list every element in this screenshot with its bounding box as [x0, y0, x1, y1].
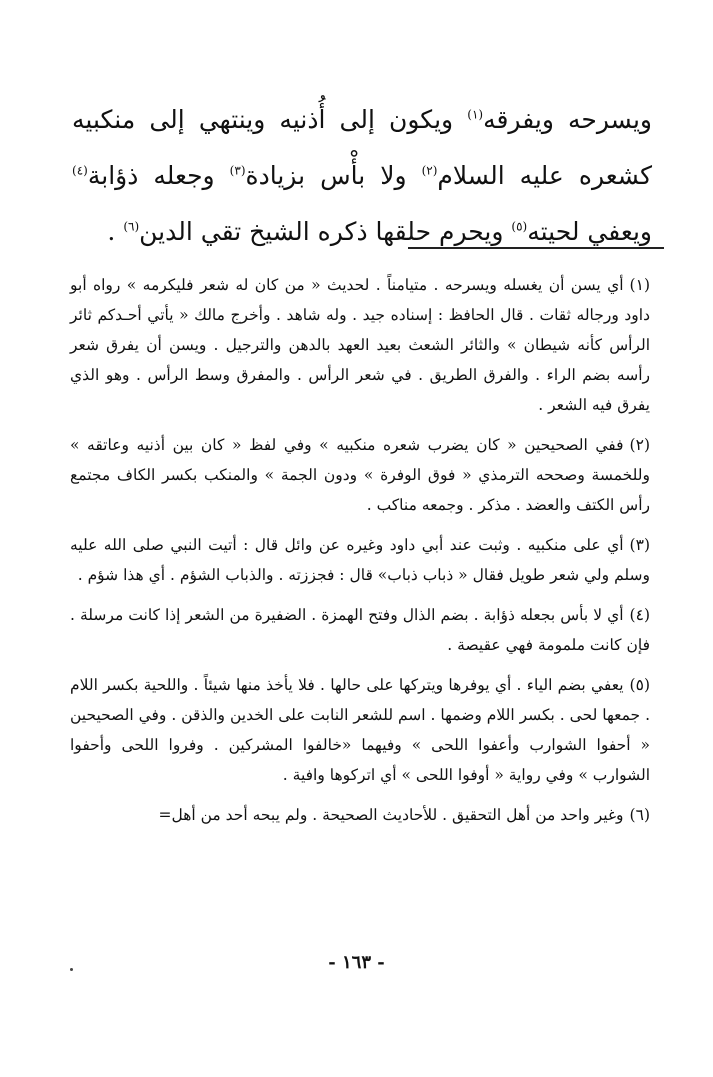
footnote: [70, 670, 650, 790]
footnote-text: وغير واحد من أهل التحقيق . للأحاديث الصحيحة . ولم يبحه أحد من أهل=: [158, 806, 624, 824]
footnote-ref: (١): [467, 107, 484, 122]
main-text-segment: ويكون إلى أُذنيه وينتهي إلى منكبيه كشعره عليه السلام: [72, 105, 652, 190]
footnote-number: (٤): [629, 606, 650, 624]
footnote-ref: (٥): [511, 219, 528, 234]
main-text-segment: ويعفي لحيته: [527, 217, 652, 246]
main-text-segment: وجعله ذؤابة: [87, 161, 215, 190]
footnote: [70, 430, 650, 520]
footnote-ref: (٤): [72, 163, 88, 178]
footnote-separator: [408, 247, 664, 249]
footnote-text: يعفي بضم الياء . أي يوفرها ويتركها على حالها . فلا يأخذ منها شيئاً . واللحية بكسر اللام . جمعها لحى . بكسر اللام وضمها . اسم للشعر النابت على الخدين والذقن . وفي الصحيحين « أحفوا الشوارب وأعفوا اللحى » وفيهما «خالفوا المشركين . وفروا اللحى وأحفوا الشوارب » وفي رواية « أوفوا اللحى » أي اتركوها وافية .: [70, 676, 650, 784]
footnote: [70, 600, 650, 660]
main-paragraph: [72, 92, 652, 260]
main-text-segment: ويسرحه ويفرقه: [483, 105, 652, 134]
footnote-number: (٥): [629, 676, 650, 694]
footnote-number: (٢): [629, 436, 650, 454]
footnote: [70, 530, 650, 590]
footnotes: [70, 270, 650, 840]
footnote-ref: (٦): [123, 219, 140, 234]
footnote-text: أي يسن أن يغسله ويسرحه . متيامناً . لحديث « من كان له شعر فليكرمه » رواه أبو داود ورجاله ثقات . قال الحافظ : إسناده جيد . وله شاهد . وأخرج مالك « يأتي أحـدكم ثائر الرأس كأنه شيطان » والثائر الشعث بعيد العهد بالدهن والترجيل . ويسن أن يفرق شعر رأسه بضم الراء . والفرق الطريق . في شعر الرأس . والمفرق وسط الرأس . وهو الذي يفرق فيه الشعر .: [70, 276, 650, 414]
main-text-segment: ويحرم حلقها ذكره الشيخ تقي الدين: [139, 217, 504, 246]
footnote-number: (٣): [629, 536, 650, 554]
footnote-number: (١): [629, 276, 650, 294]
main-text-segment: .: [107, 217, 116, 246]
main-text-segment: ولا بأْس بزيادة: [245, 161, 407, 190]
speck: [70, 968, 73, 971]
page-number: - ١٦٣ -: [328, 952, 385, 973]
footnote: [70, 270, 650, 420]
footnote-text: أي على منكبيه . وثبت عند أبي داود وغيره عن وائل قال : أتيت النبي صلى الله عليه وسلم ولي شعر طويل فقال « ذباب ذباب» قال : فجززته . والذباب الشؤم . أي هذا شؤم .: [70, 536, 650, 584]
footnote-text: أي لا بأس بجعله ذؤابة . بضم الذال وفتح الهمزة . الضفيرة من الشعر إذا كانت مرسلة . فإن كانت ملمومة فهي عقيصة .: [70, 606, 650, 654]
footnote-number: (٦): [629, 806, 650, 824]
footnote-ref: (٢): [421, 163, 438, 178]
footnote-ref: (٣): [229, 163, 246, 178]
footnote-text: ففي الصحيحين « كان يضرب شعره منكبيه » وفي لفظ « كان بين أذنيه وعاتقه » وللخمسة وصححه الترمذي « فوق الوفرة » ودون الجمة » والمنكب بكسر الكاف مجتمع رأس الكتف والعضد . مذكر . وجمعه مناكب .: [70, 436, 650, 514]
main-text: [72, 92, 652, 260]
footnote: [70, 800, 650, 830]
